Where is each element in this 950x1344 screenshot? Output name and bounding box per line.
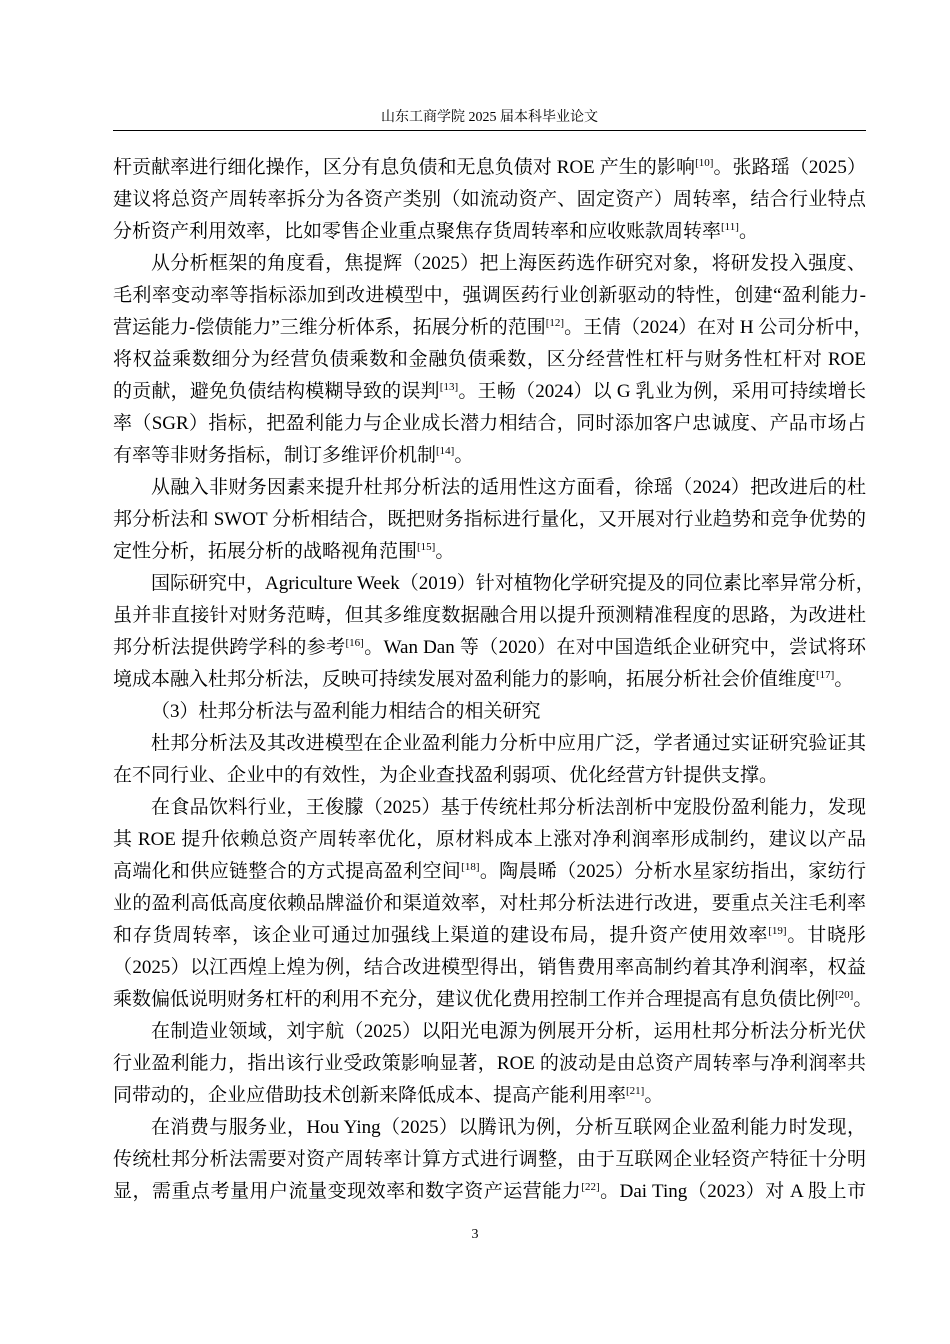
text-run: 建议将总资产周转率拆分为各资产类别（如流动资产、固定资产）周转率，结合行业特点 (113, 189, 866, 210)
text-run: 国际研究中，Agriculture Week（2019）针对植物化学研究提及的同位素比率异常分析， (151, 573, 875, 594)
text-line (113, 1080, 866, 1112)
text-run: 的贡献，避免负债结构模糊导致的误判 (113, 381, 440, 402)
text-line (113, 184, 866, 216)
text-run: 分析资产利用效率，比如零售企业重点聚焦存货周转率和应收账款周转率 (113, 221, 722, 242)
text-run: 。 (644, 1085, 664, 1106)
citation-reference: [12] (545, 317, 565, 329)
text-run: 业的盈利高低高度依赖品牌溢价和渠道效率，对杜邦分析法进行改进，要重点关注毛利率 (113, 893, 866, 914)
text-run: 杆贡献率进行细化操作，区分有息负债和无息负债对 ROE 产生的影响 (113, 157, 696, 178)
text-run: （2025）以江西煌上煌为例，结合改进模型得出，销售费用率高制约着其净利润率，权益 (113, 957, 866, 978)
text-run: 在食品饮料行业，王俊朦（2025）基于传统杜邦分析法剖析中宠股份盈利能力，发现 (151, 797, 866, 818)
text-line (113, 792, 866, 824)
text-line (113, 248, 866, 280)
text-line (113, 376, 866, 408)
citation-reference: [22] (581, 1181, 600, 1193)
paragraph (113, 792, 873, 1016)
paragraph (113, 472, 866, 568)
text-line (113, 824, 866, 856)
text-run: 。 (834, 669, 854, 690)
paragraph (113, 248, 873, 472)
text-run: 。王畅（2024）以 G 乳业为例，采用可持续增长 (458, 381, 866, 402)
text-line (113, 1144, 866, 1176)
text-line (113, 952, 866, 984)
text-run: 高端化和供应链整合的方式提高盈利空间 (113, 861, 462, 882)
text-line (113, 440, 866, 472)
text-run: 。Dai Ting（2023）对 A 股上市 (599, 1181, 866, 1202)
text-line (113, 344, 866, 376)
text-line (113, 920, 866, 952)
citation-reference: [20] (835, 989, 854, 1001)
text-run: 。甘晓彤 (786, 925, 866, 946)
text-line (113, 408, 866, 440)
citation-reference: [11] (721, 221, 739, 233)
document-body (113, 152, 875, 1208)
citation-reference: [16] (345, 637, 364, 649)
text-run: 在不同行业、企业中的有效性，为企业查找盈利弱项、优化经营方针提供支撑。 (113, 765, 779, 786)
text-run: 在消费与服务业，Hou Ying（2025）以腾讯为例，分析互联网企业盈利能力时发现， (151, 1117, 866, 1138)
text-line (113, 504, 866, 536)
text-line (113, 152, 866, 184)
text-run: 传统杜邦分析法需要对资产周转率计算方式进行调整，由于互联网企业轻资产特征十分明 (113, 1149, 866, 1170)
text-run: 乘数偏低说明财务杠杆的利用不充分，建议优化费用控制工作并合理提高有息负债比例 (113, 989, 836, 1010)
citation-reference: [10] (695, 157, 714, 169)
text-line (113, 568, 875, 600)
text-run: 。陶晨晞（2025）分析水星家纺指出，家纺行 (479, 861, 866, 882)
citation-reference: [13] (439, 381, 459, 393)
text-run: 有率等非财务指标，制订多维评价机制 (113, 445, 437, 466)
text-line (113, 1048, 866, 1080)
text-run: 邦分析法提供跨学科的参考 (113, 637, 346, 658)
paragraph (113, 568, 875, 696)
text-line (113, 760, 866, 792)
header-divider (113, 130, 866, 131)
text-run: 行业盈利能力，指出该行业受政策影响显著，ROE 的波动是由总资产周转率与净利润率共 (113, 1053, 866, 1074)
text-run: 毛利率变动率等指标添加到改进模型中，强调医药行业创新驱动的特性，创建“盈利能力- (113, 285, 866, 306)
text-run: 。王倩（2024）在对 H 公司分析中， (564, 317, 873, 338)
text-line (113, 984, 873, 1016)
text-line (113, 664, 866, 696)
text-run: 从分析框架的角度看，焦提辉（2025）把上海医药选作研究对象，将研发投入强度、 (151, 253, 866, 274)
citation-reference: [14] (436, 445, 455, 457)
text-run: 。 (738, 221, 758, 242)
text-line (113, 312, 873, 344)
text-line (113, 728, 866, 760)
text-run: 虽并非直接针对财务范畴，但其多维度数据融合用以提升预测精准程度的思路，为改进杜 (113, 605, 866, 626)
text-run: （3）杜邦分析法与盈利能力相结合的相关研究 (151, 701, 541, 722)
text-run: 在制造业领域，刘宇航（2025）以阳光电源为例展开分析，运用杜邦分析法分析光伏 (151, 1021, 866, 1042)
paragraph (113, 1016, 866, 1112)
citation-reference: [21] (626, 1085, 645, 1097)
text-run: 。张路瑶（2025） (713, 157, 866, 178)
text-line (113, 280, 866, 312)
text-line (113, 216, 866, 248)
text-line (113, 632, 866, 664)
text-line (113, 472, 866, 504)
text-run: 。 (435, 541, 455, 562)
text-run: 同带动的，企业应借助技术创新来降低成本、提高产能利用率 (113, 1085, 627, 1106)
text-run: 。 (454, 445, 474, 466)
section-heading (113, 696, 866, 728)
text-line (113, 536, 866, 568)
text-run: 境成本融入杜邦分析法，反映可持续发展对盈利能力的影响，拓展分析社会价值维度 (113, 669, 817, 690)
text-run: 显，需重点考量用户流量变现效率和数字资产运营能力 (113, 1181, 582, 1202)
citation-reference: [15] (417, 541, 436, 553)
text-run: 从融入非财务因素来提升杜邦分析法的适用性这方面看，徐瑶（2024）把改进后的杜 (151, 477, 866, 498)
text-run: 率（SGR）指标，把盈利能力与企业成长潜力相结合，同时添加客户忠诚度、产品市场占 (113, 413, 866, 434)
text-run: 将权益乘数细分为经营负债乘数和金融负债乘数，区分经营性杠杆与财务性杠杆对 ROE (113, 349, 866, 370)
text-run: 。Wan Dan 等（2020）在对中国造纸企业研究中，尝试将环 (363, 637, 866, 658)
text-run: 和存货周转率，该企业可通过加强线上渠道的建设布局，提升资产使用效率 (113, 925, 769, 946)
text-run: 杜邦分析法及其改进模型在企业盈利能力分析中应用广泛，学者通过实证研究验证其 (151, 733, 866, 754)
text-line (113, 1112, 866, 1144)
paragraph (113, 152, 866, 248)
paragraph (113, 1112, 866, 1208)
text-line (113, 856, 866, 888)
text-run: 定性分析，拓展分析的战略视角范围 (113, 541, 418, 562)
text-run: 邦分析法和 SWOT 分析相结合，既把财务指标进行量化，又开展对行业趋势和竞争优势的 (113, 509, 866, 530)
text-line (113, 696, 866, 728)
citation-reference: [17] (816, 669, 835, 681)
text-run: 其 ROE 提升依赖总资产周转率优化，原材料成本上涨对净利润率形成制约，建议以产品 (113, 829, 866, 850)
running-header: 山东工商学院 2025 届本科毕业论文 (381, 110, 598, 125)
text-line (113, 888, 866, 920)
text-line (113, 1016, 866, 1048)
citation-reference: [19] (768, 925, 787, 937)
text-run: 。 (853, 989, 873, 1010)
text-run: 营运能力-偿债能力”三维分析体系，拓展分析的范围 (113, 317, 546, 338)
text-line (113, 1176, 866, 1208)
text-line (113, 600, 866, 632)
citation-reference: [18] (461, 861, 480, 873)
paragraph (113, 728, 866, 792)
page-number: 3 (471, 1227, 479, 1242)
